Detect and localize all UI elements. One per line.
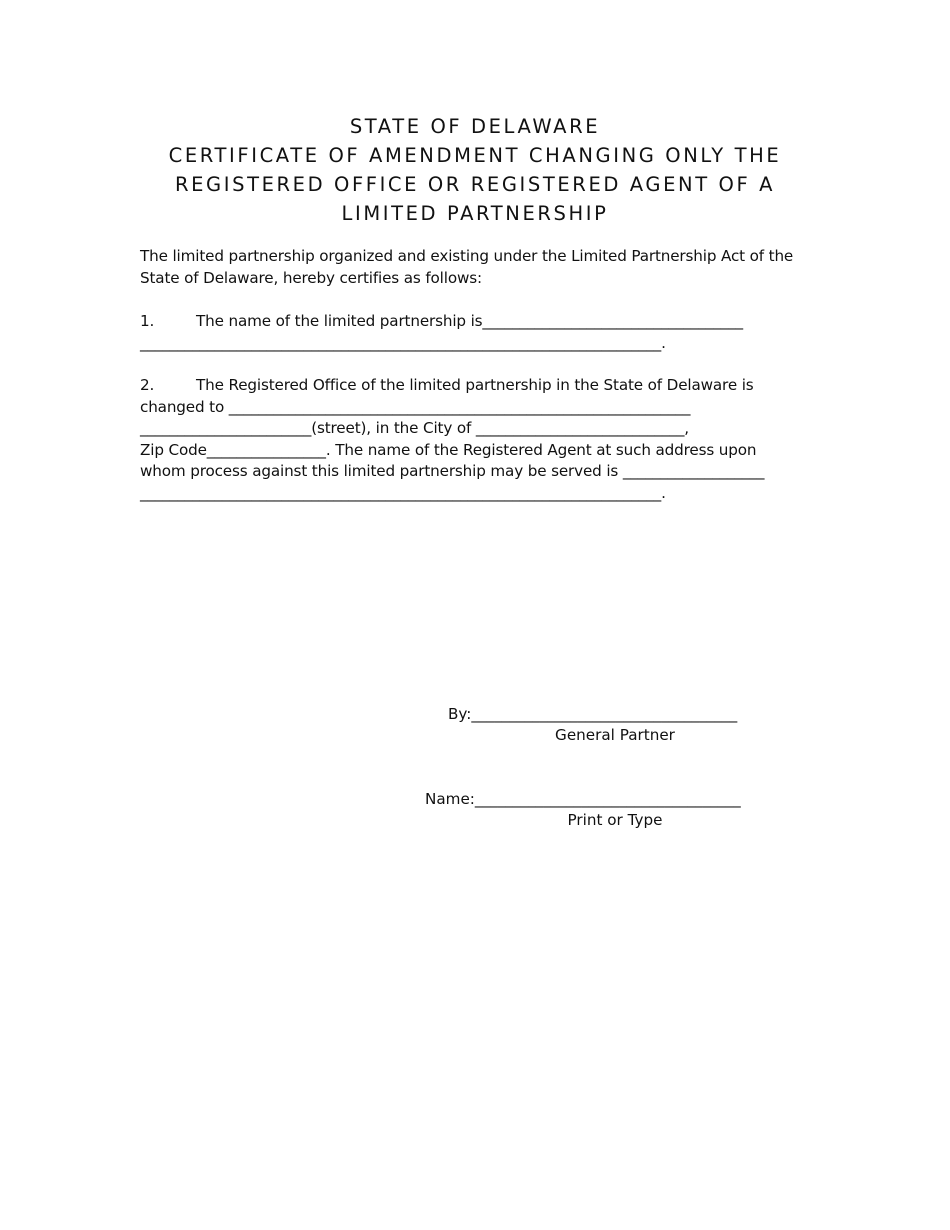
item-2-line-1: The Registered Office of the limited partnership in the State of Delaware is <box>196 376 754 394</box>
title-line-registered: REGISTERED OFFICE OR REGISTERED AGENT OF A <box>174 173 776 196</box>
item-2-line-6[interactable]: ______________________________________________________________________. <box>140 483 666 502</box>
intro-line-1: The limited partnership organized and existing under the Limited Partnership Act of the <box>140 247 794 265</box>
item-2-line-4[interactable]: Zip Code________________. The name of the Registered Agent at such address upon <box>140 440 757 459</box>
title-line-partnership: LIMITED PARTNERSHIP <box>341 202 609 225</box>
item-2-line-3[interactable]: _______________________(street), in the City of ____________________________, <box>140 419 689 437</box>
item-2-registered-office <box>140 375 810 504</box>
general-partner-caption: General Partner <box>555 726 675 744</box>
intro-paragraph <box>140 246 810 289</box>
item-2-number: 2. <box>140 376 155 394</box>
item-1-line-2[interactable]: ______________________________________________________________________. <box>140 333 666 352</box>
document-title <box>140 112 810 228</box>
intro-line-2: State of Delaware, hereby certifies as follows: <box>140 268 482 287</box>
name-signature-line[interactable]: Name:___________________________________ <box>425 790 741 808</box>
by-signature-line[interactable]: By:___________________________________ <box>448 705 738 723</box>
item-1-number: 1. <box>140 312 155 330</box>
item-1-line-1[interactable]: The name of the limited partnership is___________________________________ <box>196 312 743 330</box>
title-line-certificate: CERTIFICATE OF AMENDMENT CHANGING ONLY THE <box>168 144 782 167</box>
print-or-type-caption: Print or Type <box>567 811 663 829</box>
item-1-partnership-name <box>140 311 810 354</box>
item-2-line-5[interactable]: whom process against this limited partnership may be served is ___________________ <box>140 462 765 480</box>
title-line-state: STATE OF DELAWARE <box>349 115 601 138</box>
item-2-line-2[interactable]: changed to ______________________________________________________________ <box>140 397 691 416</box>
